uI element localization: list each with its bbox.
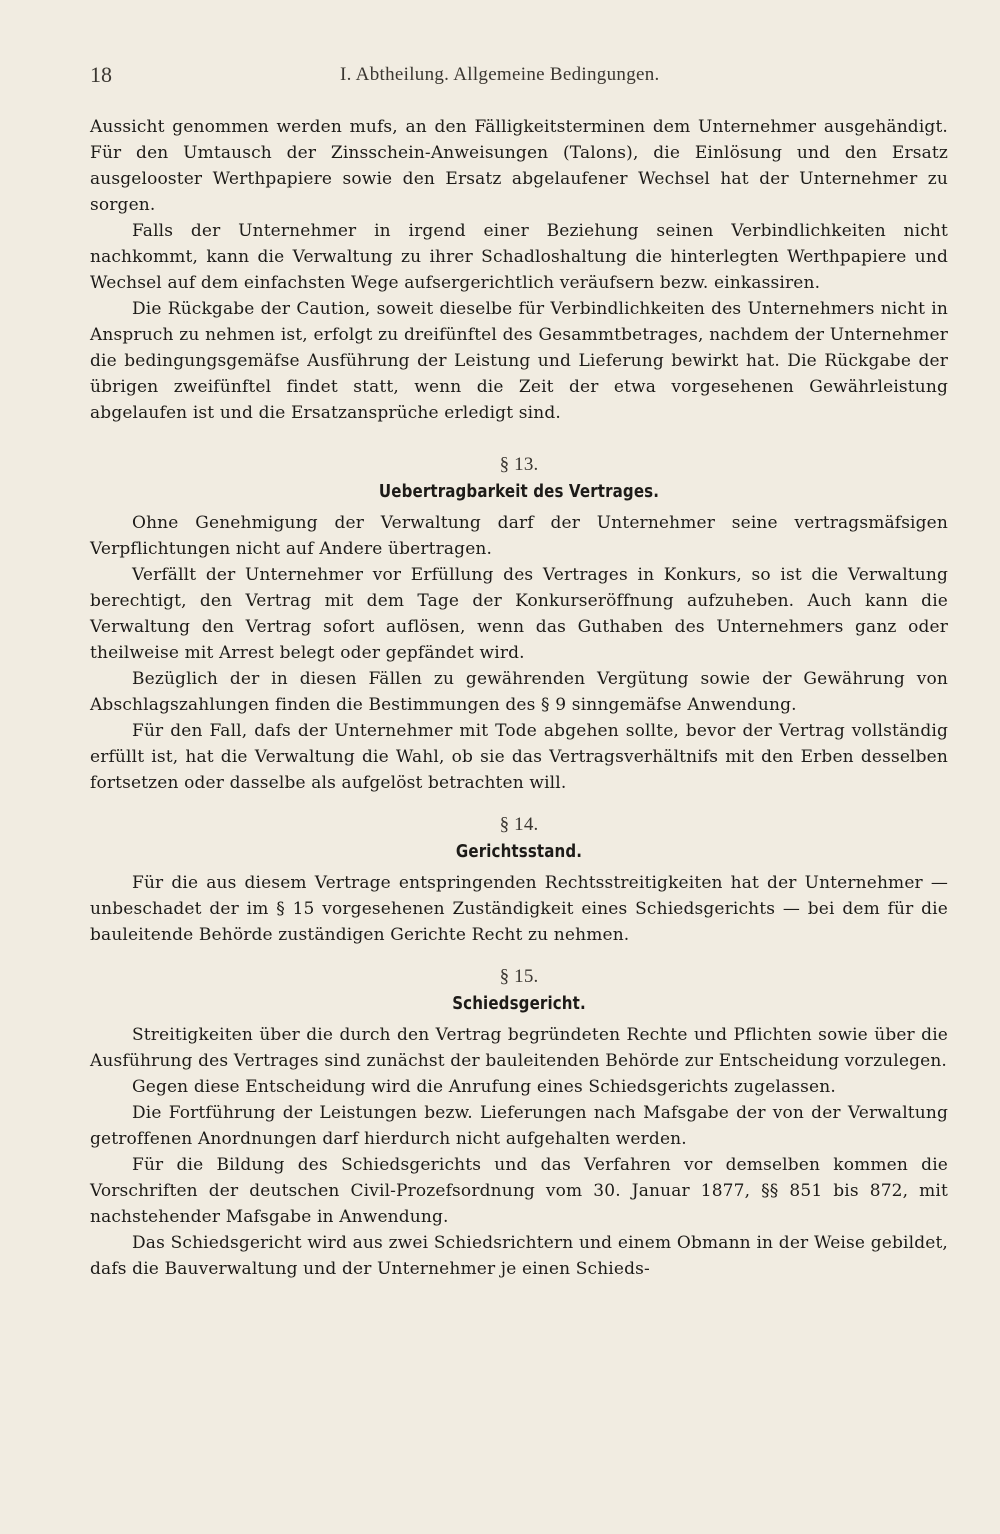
page-body	[90, 114, 948, 1282]
paragraph: Aussicht genommen werden mufs, an den Fälligkeitsterminen dem Unternehmer ausgehändigt. Für den Umtausch der Zinsschein-Anweisungen (Talons), die Einlösung und den Ersatz ausgelooster Werthpapiere sowie den Ersatz abgelaufener Wechsel hat der Unternehmer zu sorgen.	[90, 117, 948, 215]
paragraph: Die Rückgabe der Caution, soweit dieselbe für Verbindlichkeiten des Unternehmers nicht in Anspruch zu nehmen ist, erfolgt zu dreifünftel des Gesammtbetrages, nachdem der Unternehmer die bedingungsgemäfse Ausführung der Leistung und Lieferung bewirkt hat. Die Rückgabe der übrigen zweifünftel findet statt, wenn die Zeit der etwa vorgesehenen Gewährleistung abgelaufen ist und die Ersatzansprüche erledigt sind.	[90, 299, 948, 423]
section-14	[90, 814, 948, 948]
section-number: § 15.	[499, 966, 539, 987]
paragraph: Verfällt der Unternehmer vor Erfüllung des Vertrages in Konkurs, so ist die Verwaltung berechtigt, den Vertrag mit dem Tage der Konkurseröffnung aufzuheben. Auch kann die Verwaltung den Vertrag sofort auflösen, wenn das Guthaben des Unternehmers ganz oder theilweise mit Arrest belegt oder gepfändet wird.	[90, 565, 948, 663]
paragraph: Bezüglich der in diesen Fällen zu gewährenden Vergütung sowie der Gewährung von Abschlagszahlungen finden die Bestimmungen des § 9 sinngemäfse Anwendung.	[90, 669, 948, 715]
running-head: I. Abtheilung. Allgemeine Bedingungen.	[340, 64, 660, 85]
paragraph: Für die Bildung des Schiedsgerichts und das Verfahren vor demselben kommen die Vorschriften der deutschen Civil-Prozefsordnung vom 30. Januar 1877, §§ 851 bis 872, mit nachstehender Mafsgabe in Anwendung.	[90, 1155, 948, 1227]
paragraph: Die Fortführung der Leistungen bezw. Lieferungen nach Mafsgabe der von der Verwaltung getroffenen Anordnungen darf hierdurch nicht aufgehalten werden.	[90, 1103, 948, 1149]
section-title: Uebertragbarkeit des Vertrages.	[378, 482, 660, 502]
section-13	[90, 454, 948, 796]
paragraph: Gegen diese Entscheidung wird die Anrufung eines Schiedsgerichts zugelassen.	[132, 1077, 836, 1097]
paragraph: Für die aus diesem Vertrage entspringenden Rechtsstreitigkeiten hat der Unternehmer — unbeschadet der im § 15 vorgesehenen Zuständigkeit eines Schiedsgerichts — bei dem für die bauleitende Behörde zuständigen Gerichte Recht zu nehmen.	[90, 873, 948, 945]
page-header	[90, 62, 948, 88]
section-title: Schiedsgericht.	[452, 994, 586, 1014]
page-number: 18	[90, 62, 112, 87]
paragraph: Streitigkeiten über die durch den Vertrag begründeten Rechte und Pflichten sowie über die Ausführung des Vertrages sind zunächst der bauleitenden Behörde zur Entscheidung vorzulegen.	[90, 1025, 948, 1071]
section-number: § 13.	[499, 454, 539, 475]
section-number: § 14.	[499, 814, 539, 835]
paragraph: Falls der Unternehmer in irgend einer Beziehung seinen Verbindlichkeiten nicht nachkommt, kann die Verwaltung zu ihrer Schadloshaltung die hinterlegten Werthpapiere und Wechsel auf dem einfachsten Wege aufsergerichtlich veräufsern bezw. einkassiren.	[90, 221, 948, 293]
paragraph: Das Schiedsgericht wird aus zwei Schiedsrichtern und einem Obmann in der Weise gebildet, dafs die Bauverwaltung und der Unternehmer je einen Schieds-	[90, 1233, 948, 1279]
paragraph: Für den Fall, dafs der Unternehmer mit Tode abgehen sollte, bevor der Vertrag vollständig erfüllt ist, hat die Verwaltung die Wahl, ob sie das Vertragsverhältnifs mit den Erben desselben fortsetzen oder dasselbe als aufgelöst betrachten will.	[90, 721, 948, 793]
section-15	[90, 966, 948, 1282]
section-title: Gerichtsstand.	[455, 842, 583, 862]
paragraph: Ohne Genehmigung der Verwaltung darf der Unternehmer seine vertragsmäfsigen Verpflichtungen nicht auf Andere übertragen.	[90, 513, 948, 559]
